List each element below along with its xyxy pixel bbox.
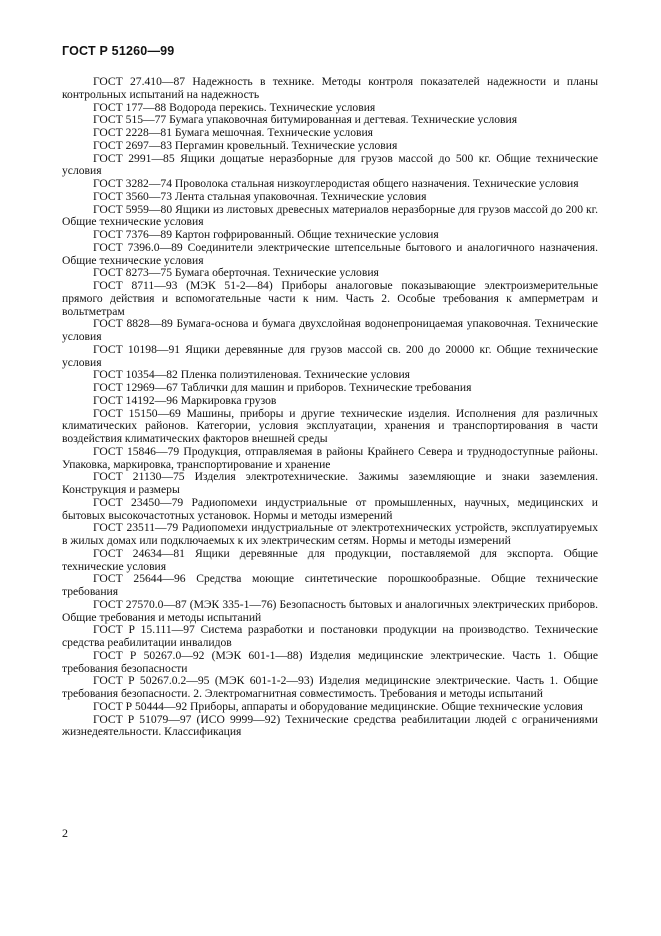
- reference-entry: ГОСТ 21130—75 Изделия электротехнические. Зажимы заземляющие и знаки заземления. Конструкция и размеры: [62, 470, 598, 496]
- reference-entry: ГОСТ 8828—89 Бумага-основа и бумага двухслойная водонепроницаемая упаковочная. Технические условия: [62, 317, 598, 343]
- page-header-standard-code: ГОСТ Р 51260—99: [62, 44, 175, 58]
- reference-entry: ГОСТ 23450—79 Радиопомехи индустриальные от промышленных, научных, медицинских и бытовых высокочастотных установок. Нормы и методы измерений: [62, 495, 598, 522]
- reference-entry: ГОСТ 27.410—87 Надежность в технике. Методы контроля показателей надежности и планы контрольных испытаний на надежность: [62, 75, 598, 101]
- reference-entry: ГОСТ 7376—89 Картон гофрированный. Общие технические условия: [93, 228, 439, 241]
- reference-entry: ГОСТ Р 50444—92 Приборы, аппараты и оборудование медицинские. Общие технические условия: [93, 699, 583, 713]
- reference-entry: ГОСТ 2228—81 Бумага мешочная. Технические условия: [93, 126, 374, 139]
- reference-entry: ГОСТ 5959—80 Ящики из листовых древесных материалов неразборные для грузов массой до 200 кг. Общие технические условия: [62, 202, 598, 229]
- reference-entry: ГОСТ Р 15.111—97 Система разработки и постановки продукции на производство. Технические средства реабилитации инвалидов: [62, 623, 598, 649]
- reference-entry: ГОСТ 10354—82 Пленка полиэтиленовая. Технические условия: [93, 368, 411, 382]
- reference-entry: ГОСТ 3282—74 Проволока стальная низкоуглеродистая общего назначения. Технические условия: [93, 177, 579, 190]
- reference-entry: ГОСТ 8711—93 (МЭК 51-2—84) Приборы аналоговые показывающие электроизмерительные прямого действия и вспомогательные части к ним. Часть 2. Особые требования к амперметрам и вольтметрам: [62, 279, 598, 318]
- reference-entry: ГОСТ 177—88 Водорода перекись. Технические условия: [93, 100, 376, 114]
- reference-entry: ГОСТ 14192—96 Маркировка грузов: [93, 393, 277, 407]
- reference-entry: ГОСТ Р 50267.0.2—95 (МЭК 601-1-2—93) Изделия медицинские электрические. Часть 1. Общие требования безопасности. 2. Электромагнитная совместимость. Требования и методы испытаний: [62, 674, 598, 700]
- reference-entry: ГОСТ Р 50267.0—92 (МЭК 601-1—88) Изделия медицинские электрические. Часть 1. Общие требования безопасности: [62, 648, 598, 675]
- reference-entry: ГОСТ 15150—69 Машины, приборы и другие технические изделия. Исполнения для различных климатических районов. Категории, условия эксплуатации, хранения и транспортирования в части воздействия климатических факторов внешней среды: [62, 406, 598, 445]
- reference-entry: ГОСТ 10198—91 Ящики деревянные для грузов массой св. 200 до 20000 кг. Общие технические условия: [62, 342, 598, 369]
- reference-entry: ГОСТ 2697—83 Пергамин кровельный. Технические условия: [93, 138, 398, 152]
- reference-entry: ГОСТ 23511—79 Радиопомехи индустриальные от электротехнических устройств, эксплуатируемых в жилых домах или подключаемых к их электрическим сетям. Нормы и методы измерений: [62, 521, 598, 547]
- reference-entry: ГОСТ Р 51079—97 (ИСО 9999—92) Технические средства реабилитации людей с ограничениями жизнедеятельности. Классификация: [62, 712, 598, 739]
- reference-entry: ГОСТ 12969—67 Таблички для машин и приборов. Технические требования: [93, 381, 472, 394]
- reference-entry: ГОСТ 2991—85 Ящики дощатые неразборные для грузов массой до 500 кг. Общие технические условия: [62, 151, 598, 178]
- reference-entry: ГОСТ 25644—96 Средства моющие синтетические порошкообразные. Общие технические требования: [62, 572, 598, 598]
- reference-entry: ГОСТ 3560—73 Лента стальная упаковочная. Технические условия: [93, 189, 427, 203]
- reference-entry: ГОСТ 515—77 Бумага упаковочная битумированная и дегтевая. Технические условия: [93, 113, 518, 127]
- reference-entry: ГОСТ 27570.0—87 (МЭК 335-1—76) Безопасность бытовых и аналогичных электрических приборов. Общие требования и методы испытаний: [62, 597, 598, 624]
- reference-entry: ГОСТ 15846—79 Продукция, отправляемая в районы Крайнего Севера и труднодоступные районы. Упаковка, маркировка, транспортирование и хранение: [62, 444, 598, 471]
- page-number: 2: [62, 826, 68, 840]
- reference-entry: ГОСТ 8273—75 Бумага оберточная. Технические условия: [93, 266, 379, 280]
- reference-entry: ГОСТ 24634—81 Ящики деревянные для продукции, поставляемой для экспорта. Общие технические условия: [62, 546, 598, 573]
- normative-references-list: [62, 76, 598, 739]
- reference-entry: ГОСТ 7396.0—89 Соединители электрические штепсельные бытового и аналогичного назначения. Общие технические условия: [62, 240, 598, 267]
